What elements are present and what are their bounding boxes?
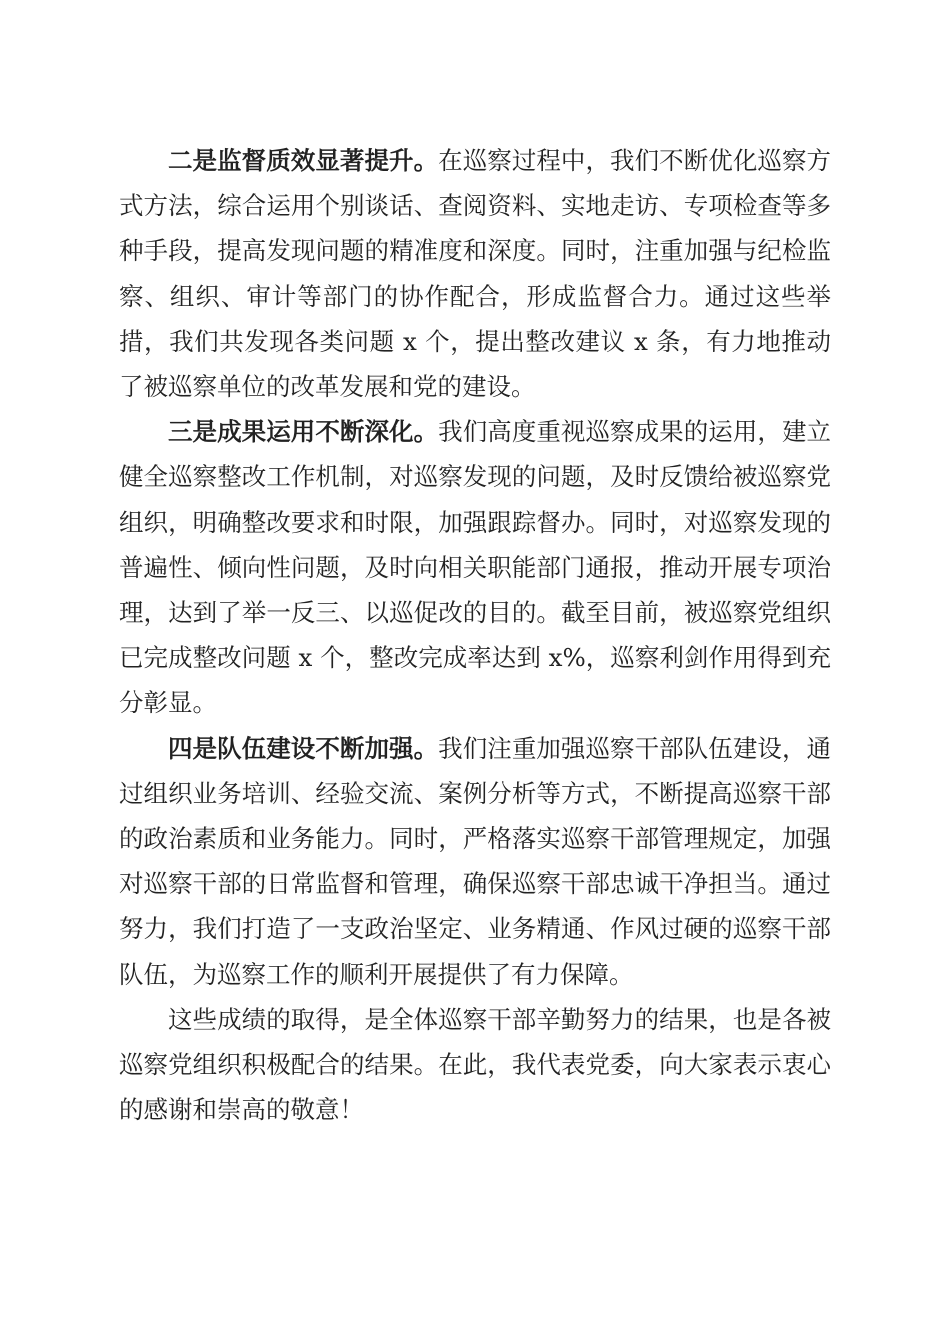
paragraph-heading: 二是监督质效显著提升。	[168, 146, 439, 175]
paragraph-text: 我们高度重视巡察成果的运用，建立健全巡察整改工作机制，对巡察发现的问题，及时反馈给被巡察党组织，明确整改要求和时限，加强跟踪督办。同时，对巡察发现的普遍性、倾向性问题，及时向相关职能部门通报，推动开展专项治理，达到了举一反三、以巡促改的目的。截至目前，被巡察党组织已完成整改问题 x 个，整改完成率达到 x%，巡察利剑作用得到充分彰显。	[119, 417, 832, 718]
paragraph-closing-thanks	[119, 997, 831, 1133]
paragraph-results-application	[119, 409, 831, 725]
paragraph-supervision-quality	[119, 138, 831, 409]
paragraph-heading: 三是成果运用不断深化。	[168, 417, 439, 447]
document-body	[119, 138, 831, 1132]
paragraph-heading: 四是队伍建设不断加强。	[168, 733, 439, 763]
paragraph-text: 我们注重加强巡察干部队伍建设，通过组织业务培训、经验交流、案例分析等方式，不断提高巡察干部的政治素质和业务能力。同时，严格落实巡察干部管理规定，加强对巡察干部的日常监督和管理，确保巡察干部忠诚干净担当。通过努力，我们打造了一支政治坚定、业务精通、作风过硬的巡察干部队伍，为巡察工作的顺利开展提供了有力保障。	[119, 733, 832, 989]
paragraph-text: 在巡察过程中，我们不断优化巡察方式方法，综合运用个别谈话、查阅资料、实地走访、专项检查等多种手段，提高发现问题的精准度和深度。同时，注重加强与纪检监察、组织、审计等部门的协作配合，形成监督合力。通过这些举措，我们共发现各类问题 x 个，提出整改建议 x 条，有力地推动了被巡察单位的改革发展和党的建设。	[119, 146, 832, 402]
paragraph-team-building	[119, 726, 831, 997]
paragraph-text: 这些成绩的取得，是全体巡察干部辛勤努力的结果，也是各被巡察党组织积极配合的结果。在此，我代表党委，向大家表示衷心的感谢和崇高的敬意！	[119, 1004, 831, 1125]
